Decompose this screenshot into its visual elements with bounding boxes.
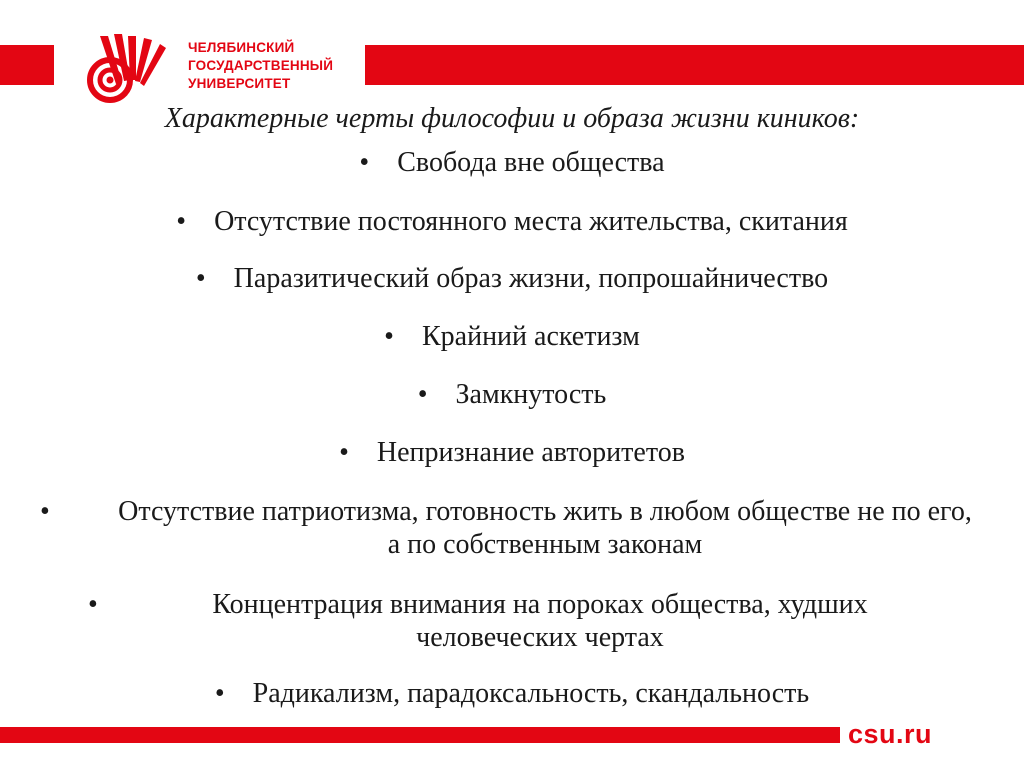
- bullet-dot: •: [417, 379, 428, 410]
- university-name-line-3: УНИВЕРСИТЕТ: [188, 76, 291, 91]
- bullet-text: Отсутствие постоянного места жительства, скитания: [214, 206, 848, 237]
- bullet-dot: •: [359, 147, 370, 178]
- bullet-item: [30, 320, 994, 353]
- bullet-item: [88, 588, 940, 654]
- bullet-dot: •: [88, 589, 98, 620]
- bullet-text: Отсутствие патриотизма, готовность жить в любом обществе не по его, а по собственным законам: [118, 496, 972, 560]
- slide-title: Характерные черты философии и образа жизни киников:: [164, 103, 860, 134]
- bullet-dot: •: [176, 206, 187, 237]
- bullet-dot: •: [339, 437, 349, 468]
- bullet-text: Свобода вне общества: [397, 147, 665, 178]
- university-name-line-1: ЧЕЛЯБИНСКИЙ: [188, 40, 295, 55]
- bullet-dot: •: [384, 321, 394, 352]
- bullet-item: [40, 495, 980, 561]
- university-name: [188, 39, 333, 93]
- bullet-item: [30, 205, 994, 238]
- bullet-item: [30, 146, 994, 179]
- university-name-line-2: ГОСУДАРСТВЕННЫЙ: [188, 58, 334, 73]
- bullet-dot: •: [40, 496, 50, 527]
- bullet-text: Непризнание авторитетов: [376, 437, 685, 468]
- bullet-item: [30, 436, 994, 469]
- bullet-text: Крайний аскетизм: [421, 321, 640, 352]
- bullet-item: [30, 378, 994, 411]
- bullet-dot: •: [214, 678, 225, 709]
- bullet-dot: •: [195, 263, 206, 294]
- bullet-text: Замкнутость: [455, 379, 607, 410]
- header-red-bar-right: [365, 45, 1024, 85]
- bullet-item: [30, 262, 994, 295]
- footer-site-link[interactable]: csu.ru: [848, 719, 933, 749]
- spiral-shell-logo-icon: [78, 30, 178, 106]
- bullet-text: Радикализм, парадоксальность, скандальность: [252, 678, 810, 709]
- bullet-text: Концентрация внимания на пороках общества, худших человеческих чертах: [212, 589, 868, 653]
- footer-red-bar: [0, 727, 840, 743]
- bullet-item: [30, 677, 994, 710]
- header-red-bar-left: [0, 45, 54, 85]
- bullet-text: Паразитический образ жизни, попрошайничество: [233, 263, 829, 294]
